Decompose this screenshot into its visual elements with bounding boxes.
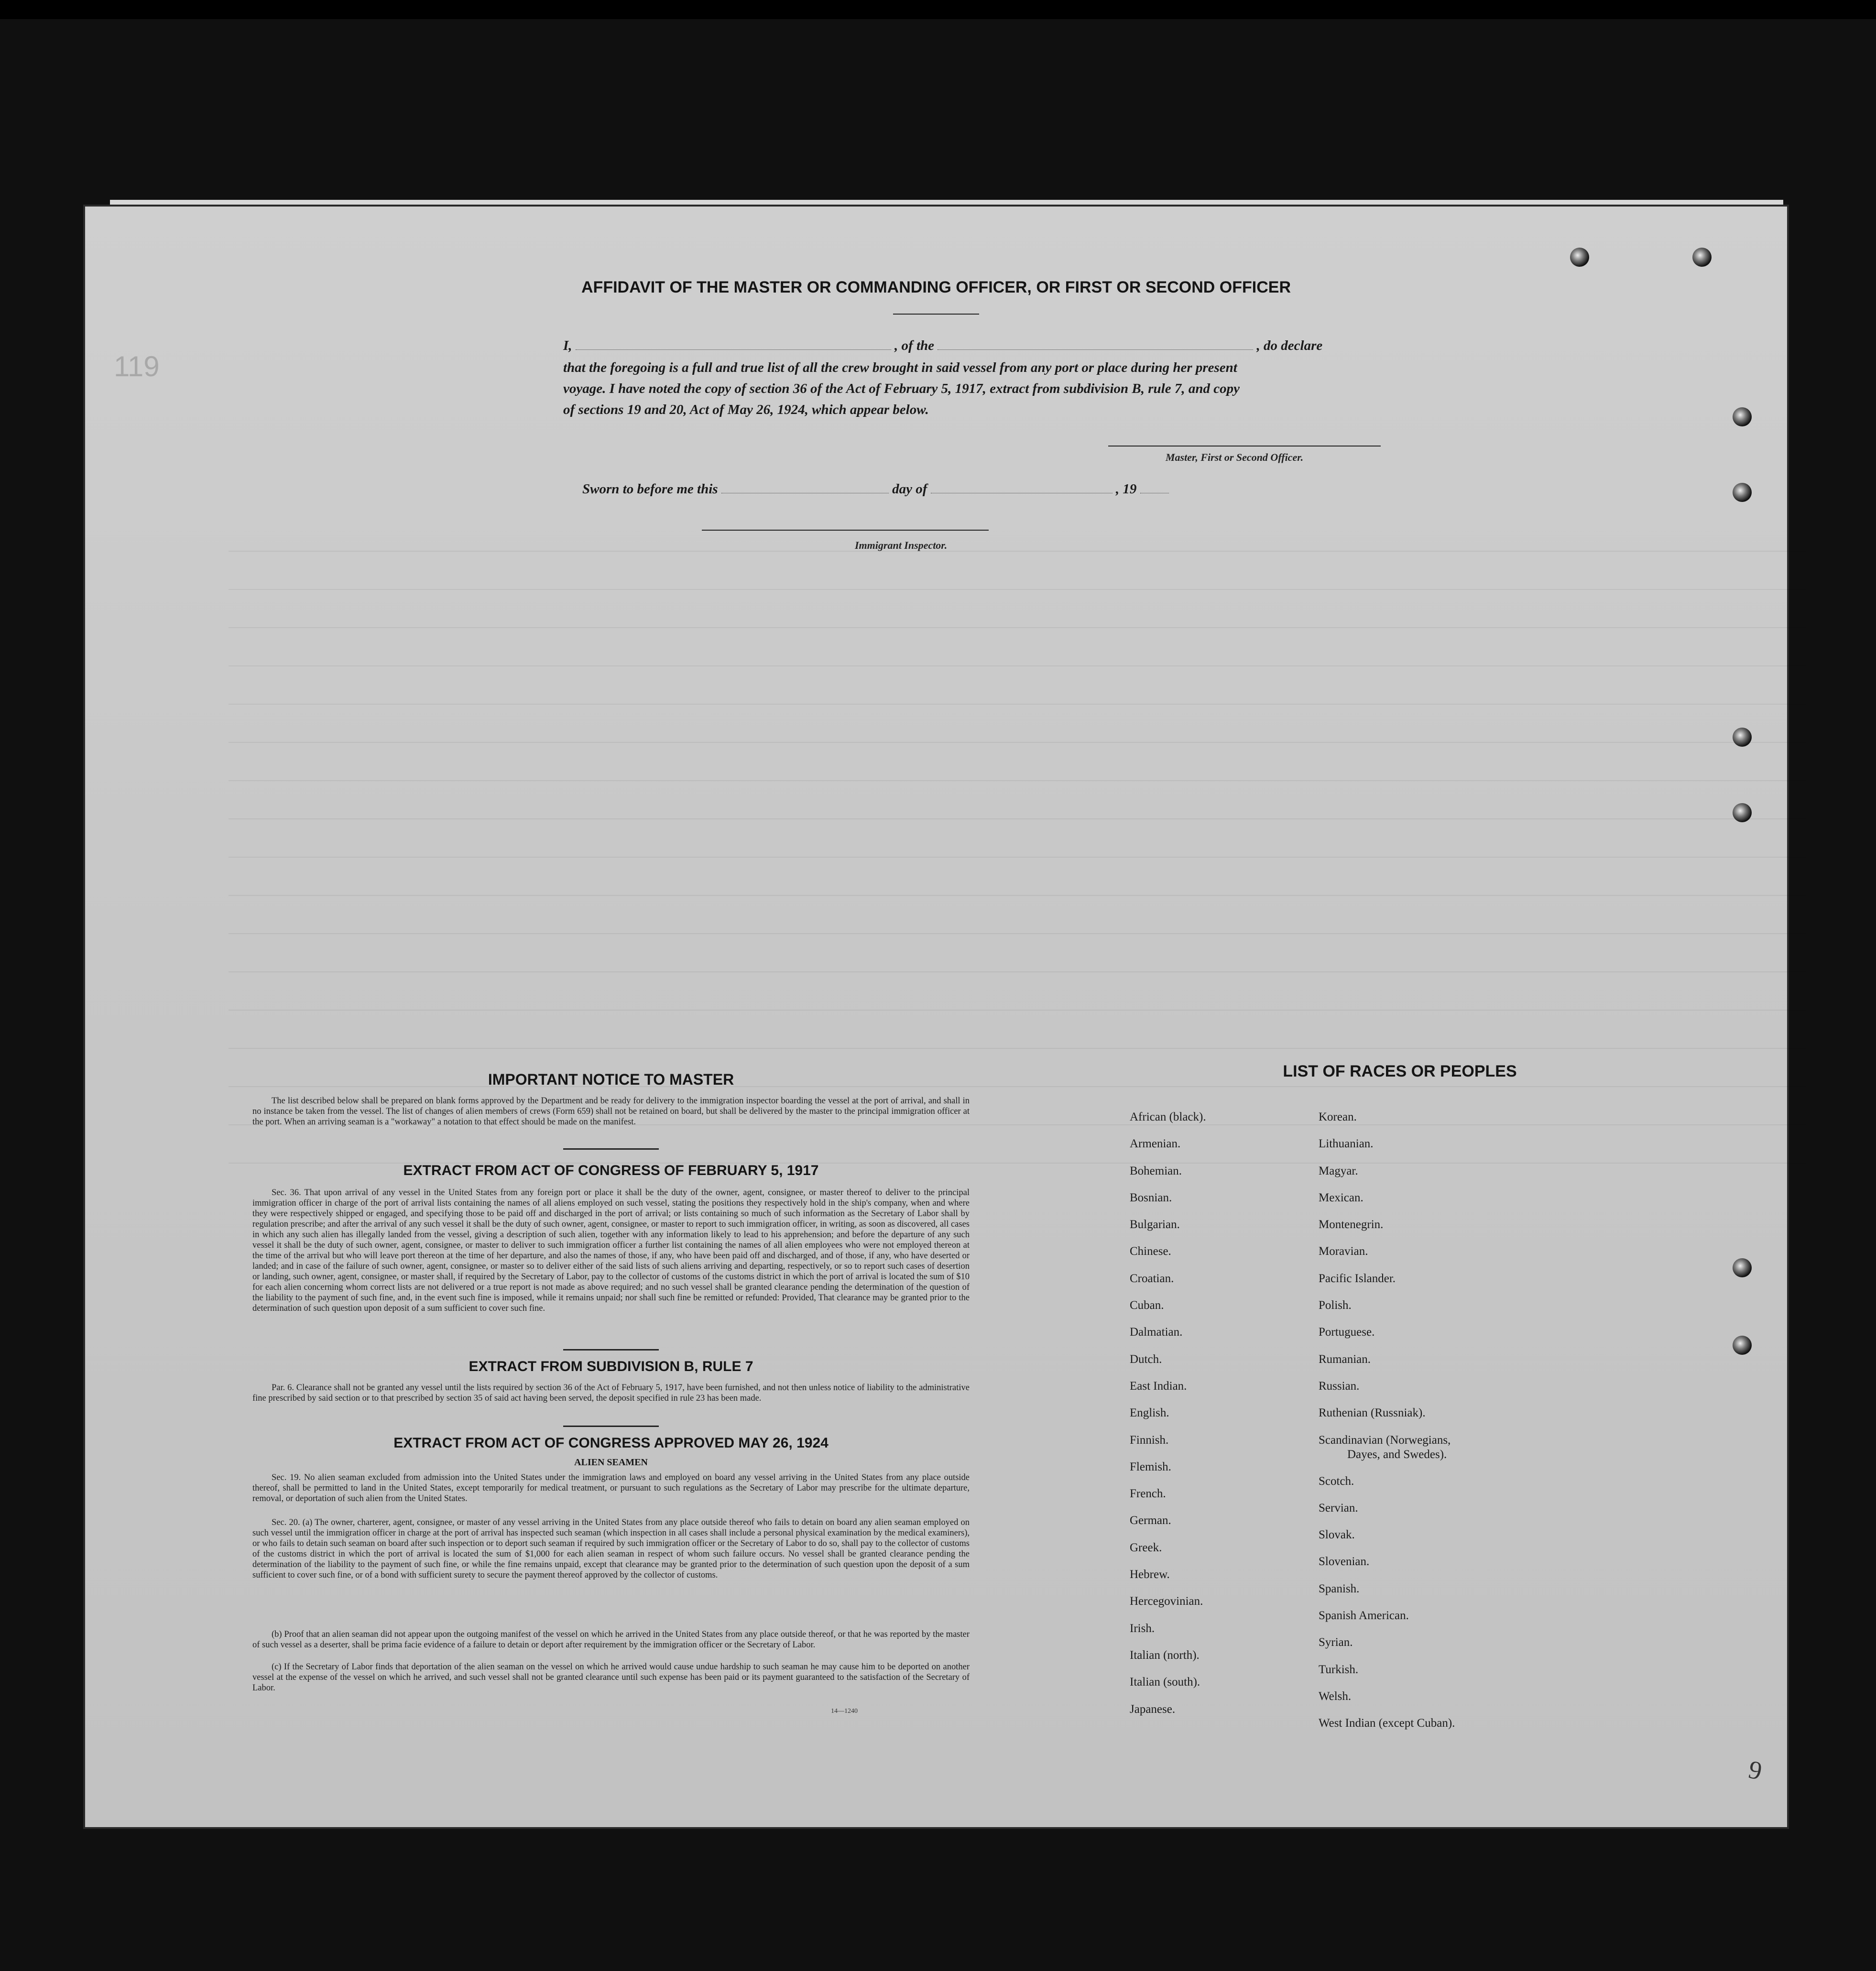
master-caption: Master, First or Second Officer. (1166, 451, 1304, 463)
race-item: Korean. (1319, 1111, 1357, 1123)
section-divider (563, 1349, 659, 1350)
bleed-through-row (229, 933, 1806, 934)
binder-hole (1733, 803, 1752, 822)
year-prefix: , 19 (1115, 481, 1137, 497)
race-item: Chinese. (1130, 1245, 1171, 1258)
binder-hole (1570, 248, 1589, 267)
race-item: Russian. (1319, 1379, 1360, 1393)
bleed-through-row (229, 704, 1806, 705)
bleed-through-row (229, 895, 1806, 896)
notice-text: The list described below shall be prepared on blank forms approved by the Department and be ready for delivery to the immigration inspector boarding the vessel at the port of arrival, and shall in no instance be taken from the vessel. The list of changes of alien members of crews (Form 659) shall not be retained on board, but shall be delivered by the master to the principal immigration officer at the port. When an arriving seaman is a "workaway" a notation to that effect should be made on the manifest. (252, 1096, 970, 1127)
race-item: Finnish. (1130, 1433, 1169, 1447)
affidavit-line-3: voyage. I have noted the copy of section 36 of the Act of February 5, 1917, extract from subdivision B, rule 7, and copy (563, 381, 1240, 396)
bleed-through-row (229, 818, 1806, 819)
bleed-through-row (229, 551, 1806, 552)
binder-hole (1733, 407, 1752, 426)
affidavit-line-1 (563, 336, 1495, 356)
affidavit-declare: , do declare (1256, 338, 1323, 353)
race-item: Lithuanian. (1319, 1137, 1374, 1151)
alien-seamen-subtitle: ALIEN SEAMEN (574, 1457, 648, 1468)
race-item: Spanish American. (1319, 1609, 1409, 1623)
inspector-signature-line (702, 530, 989, 531)
bleed-through-row (229, 971, 1806, 972)
binder-hole (1692, 248, 1712, 267)
extract-1924-title: EXTRACT FROM ACT OF CONGRESS APPROVED MAY 26, 1924 (393, 1435, 829, 1451)
race-item: Bulgarian. (1130, 1218, 1180, 1231)
race-item: Montenegrin. (1319, 1218, 1384, 1231)
binder-hole (1733, 728, 1752, 747)
sec19-text: Sec. 19. No alien seaman excluded from admission into the United States under the immigration laws and employed on board any vessel arriving in the United States from any place outside thereof, shall be permitted to land in the United States, except temporarily for medical treatment, or pursuant to such regulations as the Secretary of Labor may prescribe for the ultimate departure, removal, or deportation of such alien from the United States. (252, 1473, 970, 1503)
binder-hole (1733, 1336, 1752, 1355)
race-item: Croatian. (1130, 1272, 1174, 1285)
race-item: Irish. (1130, 1622, 1155, 1635)
sec20c-text: (c) If the Secretary of Labor finds that deportation of the alien seaman on the vessel on which he arrived would cause undue hardship to such seaman he may cause him to be deported on another vessel at the expense of the vessel on which he arrived, and such vessel shall not be granted clearance until such expense has been paid or its payment guaranteed to the satisfaction of the Secretary of Labor. (252, 1662, 970, 1693)
race-item: Polish. (1319, 1299, 1352, 1312)
race-item: Servian. (1319, 1501, 1358, 1514)
race-item: Japanese. (1130, 1702, 1176, 1716)
name-blank (576, 349, 891, 350)
race-item: Dutch. (1130, 1352, 1162, 1366)
day-of-text: day of (892, 481, 927, 497)
sec20b-text: (b) Proof that an alien seaman did not appear upon the outgoing manifest of the vessel on which he arrived in the United States from any place outside thereof, or that he was reported by the master of such vessel as a deserter, shall be prima facie evidence of a failure to detain or deport after requirement by the immigration officer or the Secretary of Labor. (252, 1630, 970, 1650)
races-right-column (1319, 1110, 1455, 1743)
race-item: Slovenian. (1319, 1555, 1370, 1568)
race-item: Dalmatian. (1130, 1326, 1183, 1339)
race-item: English. (1130, 1406, 1169, 1420)
race-item: East Indian. (1130, 1379, 1187, 1393)
bleed-through-row (229, 665, 1806, 666)
race-item: Hebrew. (1130, 1568, 1170, 1581)
extract-1917-text: Sec. 36. That upon arrival of any vessel in the United States from any foreign port or place it shall be the duty of the owner, agent, consignee, or master thereof to deliver to the principal immigration officer in charge of the port of arrival lists containing the names of all aliens employed on such vessel, stating the positions they respectively hold in the ship's company, when and where they were respectively shipped or engaged, and specifying those to be paid off and discharged in the port of arrival; or lists containing so much of such information as the Secretary of Labor shall by regulation prescribe; and after the arrival of any such vessel it shall be the duty of such owner, agent, consignee, or master to report to such immigration officer, in writing, as soon as discovered, all cases in which any such alien has illegally landed from the vessel, giving a description of such alien, together with any information likely to lead to his apprehension; and before the departure of any such vessel it shall be the duty of such owner, agent, consignee, or master to deliver to such immigration officer a further list containing the names of all alien employees who were not employed thereon at the time of the arrival but who will leave port thereon at the time of her departure, and also the names of those, if any, who have been paid off and discharged, and of those, if any, who have deserted or landed; and in case of the failure of such owner, agent, consignee, or master so to deliver either of the said lists of such aliens arriving and departing, respectively, or so to report such cases of desertion or landing, such owner, agent, consignee, or master shall, if required by the Secretary of Labor, pay to the collector of customs of the customs district in which the port of arrival is located the sum of $10 for each alien concerning whom correct lists are not delivered or a true report is not made as above required; and no such vessel shall be granted clearance pending the determination of the question of the liability to the payment of such fine, and, in the event such fine is imposed, while it remains unpaid; nor shall such fine be remitted or refunded: Provided, That clearance may be granted prior to the determination of such question upon deposit of a sum sufficient to cover such fine. (252, 1188, 970, 1313)
handwritten-margin-note: 9 (1746, 1754, 1765, 1786)
sworn-line (582, 479, 1252, 499)
vessel-blank (938, 349, 1253, 350)
sworn-text: Sworn to before me this (582, 481, 718, 497)
bleed-through-row (229, 780, 1806, 781)
race-item: Slovak. (1319, 1528, 1355, 1542)
race-item: Mexican. (1319, 1191, 1363, 1204)
section-divider (563, 1426, 659, 1427)
race-item: Scotch. (1319, 1474, 1354, 1488)
title-underline (893, 314, 979, 315)
races-left-column (1130, 1110, 1206, 1729)
race-item: Scandinavian (Norwegians, (1319, 1433, 1451, 1447)
binder-hole (1733, 1258, 1752, 1277)
race-item: Magyar. (1319, 1164, 1358, 1177)
races-title: LIST OF RACES OR PEOPLES (1283, 1062, 1517, 1080)
sec20a-text: Sec. 20. (a) The owner, charterer, agent, consignee, or master of any vessel arriving in the United States from any place outside thereof who fails to detain on board any alien seaman employed on such vessel until the immigration officer in charge at the port of arrival has inspected such seaman (which inspection in all cases shall include a personal physical examination by the medical examiners), or who fails to detain such seaman on board after such inspection or to deport such seaman if required by such immigration officer or the Secretary of Labor to do so, shall pay to the collector of customs of the customs district in which the port of arrival is located the sum of $1,000 for each alien seaman in respect of whom such failure occurs. No vessel shall be granted clearance pending the determination of the liability to the payment of such fine, or while the fine remains unpaid, except that clearance may be granted prior to the determination of such question upon the deposit of a sum sufficient to cover such fine, or of a bond with sufficient surety to secure the payment thereof approved by the collector of customs. (252, 1518, 970, 1580)
race-item: Armenian. (1130, 1137, 1181, 1151)
race-item: Dayes, and Swedes). (1347, 1448, 1447, 1461)
bleed-through-row (229, 857, 1806, 858)
bleed-through-row (229, 742, 1806, 743)
race-item: Hercegovinian. (1130, 1595, 1203, 1608)
bleed-through-row (229, 589, 1806, 590)
affidavit-line-2: that the foregoing is a full and true list of all the crew brought in said vessel from any port or place during her present (563, 360, 1237, 375)
race-item: Bohemian. (1130, 1164, 1182, 1177)
extract-1917-title: EXTRACT FROM ACT OF CONGRESS OF FEBRUARY 5, 1917 (403, 1163, 819, 1178)
race-item: Italian (north). (1130, 1648, 1200, 1662)
form-code: 14—1240 (831, 1708, 858, 1715)
race-item: Greek. (1130, 1541, 1162, 1554)
race-item: French. (1130, 1487, 1166, 1501)
affidavit-i: I, (563, 338, 572, 353)
binder-hole (1733, 483, 1752, 502)
manifest-page (85, 207, 1787, 1827)
race-item: Flemish. (1130, 1460, 1171, 1473)
extract-rule7-text: Par. 6. Clearance shall not be granted any vessel until the lists required by section 36 of the Act of February 5, 1917, have been furnished, and not then unless notice of liability to the administrative fine prescribed by said section or to that prescribed by section 35 of said act having been served, the deposit specified in rule 23 has been made. (252, 1383, 970, 1403)
affidavit-title: AFFIDAVIT OF THE MASTER OR COMMANDING OFFICER, OR FIRST OR SECOND OFFICER (581, 278, 1291, 296)
race-item: Rumanian. (1319, 1352, 1371, 1366)
extract-rule7-title: EXTRACT FROM SUBDIVISION B, RULE 7 (469, 1359, 753, 1374)
race-item: Portuguese. (1319, 1326, 1375, 1339)
race-item: Bosnian. (1130, 1191, 1172, 1204)
affidavit-line-4: of sections 19 and 20, Act of May 26, 1924, which appear below. (563, 402, 929, 417)
inspector-caption: Immigrant Inspector. (855, 539, 948, 551)
affidavit-of-the: , of the (894, 338, 935, 353)
race-item: Syrian. (1319, 1636, 1353, 1649)
race-item: Ruthenian (Russniak). (1319, 1406, 1426, 1420)
race-item: Turkish. (1319, 1663, 1359, 1676)
race-item: Cuban. (1130, 1299, 1164, 1312)
race-item: German. (1130, 1514, 1171, 1527)
bleed-through-row (229, 627, 1806, 628)
race-item: Welsh. (1319, 1689, 1352, 1703)
bleed-through-row (229, 1048, 1806, 1049)
bleed-through-row (229, 1010, 1806, 1011)
race-item: Moravian. (1319, 1245, 1368, 1258)
race-item: Italian (south). (1130, 1676, 1200, 1689)
race-item: African (black). (1130, 1111, 1206, 1123)
notice-title: IMPORTANT NOTICE TO MASTER (488, 1071, 734, 1088)
scanner-frame (0, 0, 1876, 19)
ghost-page-number: 119 (114, 350, 160, 382)
section-divider (563, 1148, 659, 1150)
race-item: Spanish. (1319, 1582, 1360, 1595)
race-item: West Indian (except Cuban). (1319, 1717, 1455, 1730)
race-item: Pacific Islander. (1319, 1272, 1396, 1285)
